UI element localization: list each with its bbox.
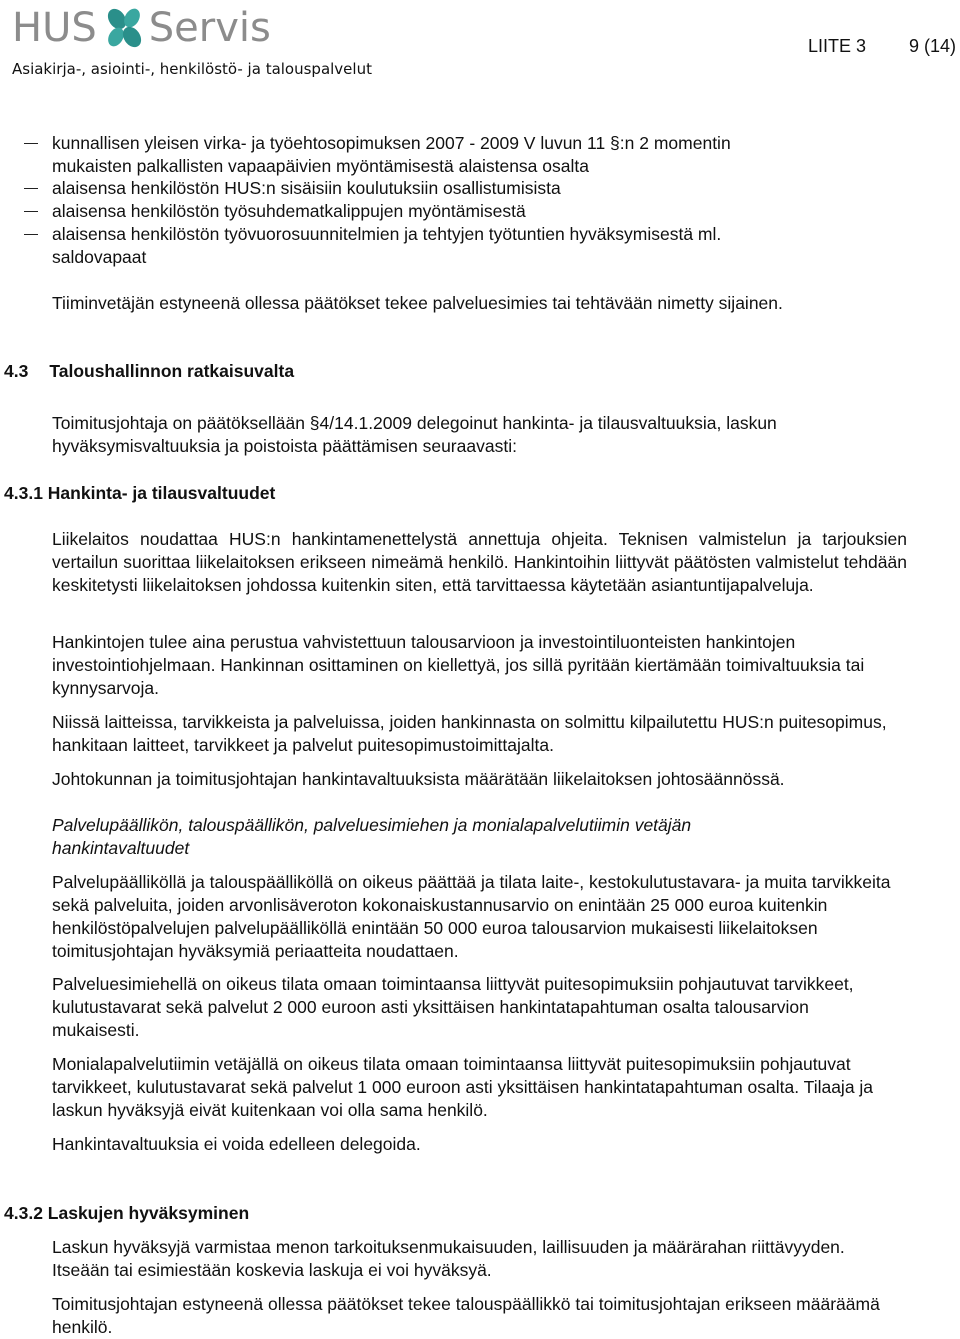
dash-bullet-icon <box>24 211 38 212</box>
bullet-item <box>52 200 526 223</box>
paragraph-framework-agreement: Niissä laitteissa, tarvikkeista ja palveluissa, joiden hankinnasta on solmittu kilpailutettu HUS:n puitesopimus, hankitaan laitteet, tarvikkeet ja palvelut puitesopimustoimittajalta. <box>52 712 887 755</box>
page-header <box>0 0 960 90</box>
paragraph-ceo-absence: Toimitusjohtajan estyneenä ollessa päätökset tekee talouspäällikkö tai toimitusjohtajan erikseen määräämä henkilö. <box>52 1294 880 1337</box>
logo-text-hus: HUS <box>12 5 97 51</box>
paragraph-procurement-rules: Liikelaitos noudattaa HUS:n hankintamenettelystä annettuja ohjeita. Teknisen valmistelun ja tarjouksien vertailun suorittaa liikelaitoksen erikseen nimeämä henkilö. Hankintoihin liittyvät päätösten valmistelut tehdään keskitetysti liikelaitoksen johdossa kuitenkin siten, että tarvittaessa käytetään asiantuntijapalveluja. <box>52 529 907 595</box>
leaf-logo-icon <box>103 6 145 50</box>
paragraph-invoice-approval: Laskun hyväksyjä varmistaa menon tarkoituksenmukaisuuden, laillisuuden ja määrärahan riittävyyden. Itseään tai esimiestään koskevia laskuja ei voi hyväksyä. <box>52 1237 845 1280</box>
paragraph-board-authority: Johtokunnan ja toimitusjohtajan hankintavaltuuksista määrätään liikelaitoksen johtosäännössä. <box>52 769 785 789</box>
logo-text-servis: Servis <box>148 5 271 51</box>
bullet-item <box>52 223 721 269</box>
paragraph-budget-basis: Hankintojen tulee aina perustua vahvistettuun talousarvioon ja investointiluonteisten hankintojen investointiohjelmaan. Hankinnan osittaminen on kiellettyä, jos sillä pyritään kiertämään toimivaltuuksia tai kynnysarvoja. <box>52 632 865 698</box>
section-heading-4-3 <box>4 360 294 383</box>
header-tagline: Asiakirja-, asiointi-, henkilöstö- ja talouspalvelut <box>12 60 372 78</box>
italic-subheading: Palvelupäällikön, talouspäällikön, palveluesimiehen ja monialapalvelutiimin vetäjän hankintavaltuudet <box>52 815 692 858</box>
bullet-text-continued: saldovapaat <box>52 247 147 267</box>
paragraph-no-delegation: Hankintavaltuuksia ei voida edelleen delegoida. <box>52 1134 421 1154</box>
attachment-label: LIITE 3 <box>808 36 867 56</box>
paragraph-substitute: Tiiminvetäjän estyneenä ollessa päätökset tekee palveluesimies tai tehtävään nimetty sijainen. <box>52 293 783 313</box>
paragraph-delegation: Toimitusjohtaja on päätöksellään §4/14.1.2009 delegoinut hankinta- ja tilausvaltuuksia, laskun hyväksymisvaltuuksia ja poistoista päättämisen seuraavasti: <box>52 413 777 456</box>
bullet-item <box>52 177 561 200</box>
bullet-text: alaisensa henkilöstön HUS:n sisäisiin koulutuksiin osallistumisista <box>52 178 561 198</box>
subsection-heading-4-3-1: 4.3.1 Hankinta- ja tilausvaltuudet <box>4 483 276 503</box>
bullet-text: kunnallisen yleisen virka- ja työehtosopimuksen 2007 - 2009 V luvun 11 §:n 2 momentin <box>52 133 731 153</box>
dash-bullet-icon <box>24 188 38 189</box>
dash-bullet-icon <box>24 143 38 144</box>
hus-servis-logo <box>12 4 271 52</box>
page-number: 9 (14) <box>909 36 957 56</box>
bullet-text: alaisensa henkilöstön työvuorosuunnitelmien ja tehtyjen työtuntien hyväksymisestä ml. <box>52 224 722 244</box>
paragraph-teamleader-limits: Monialapalvelutiimin vetäjällä on oikeus tilata omaan toimintaansa liittyvät puitesopimuksiin pohjautuvat tarvikkeet, kulutustavarat sekä palvelut 1 000 euroon asti yksittäisen hankintatapahtuman osalta. Tilaaja ja laskun hyväksyjä eivät kuitenkaan voi olla sama henkilö. <box>52 1054 874 1120</box>
bullet-text-continued: mukaisten palkallisten vapaapäivien myöntämisestä alaistensa osalta <box>52 156 589 176</box>
paragraph-supervisor-limits: Palveluesimiehellä on oikeus tilata omaan toimintaansa liittyvät puitesopimuksiin pohjautuvat tarvikkeet, kulutustavarat sekä palvelut 2 000 euroon asti yksittäisen hankintatapahtuman osalta talousarvion mukaisesti. <box>52 974 854 1040</box>
subsection-heading-4-3-2: 4.3.2 Laskujen hyväksyminen <box>4 1203 250 1223</box>
section-title: Taloushallinnon ratkaisuvalta <box>49 361 295 381</box>
section-number: 4.3 <box>4 361 29 381</box>
bullet-text: alaisensa henkilöstön työsuhdematkalippujen myöntämisestä <box>52 201 526 221</box>
dash-bullet-icon <box>24 234 38 235</box>
paragraph-manager-limits: Palvelupäälliköllä ja talouspäälliköllä on oikeus päättää ja tilata laite-, kestokulutustavara- ja muita tarvikkeita sekä palveluita, joiden arvonlisäveroton kokonaiskustannusarvio on enintään 25 000 euroa kuitenkin henkilöstöpalvelujen palvelupäälliköllä enintään 50 000 euroa talousarvion mukaisesti liikelaitoksen toimitusjohtajan hyväksymiä periaatteita noudattaen. <box>52 872 891 961</box>
bullet-item <box>52 132 731 178</box>
